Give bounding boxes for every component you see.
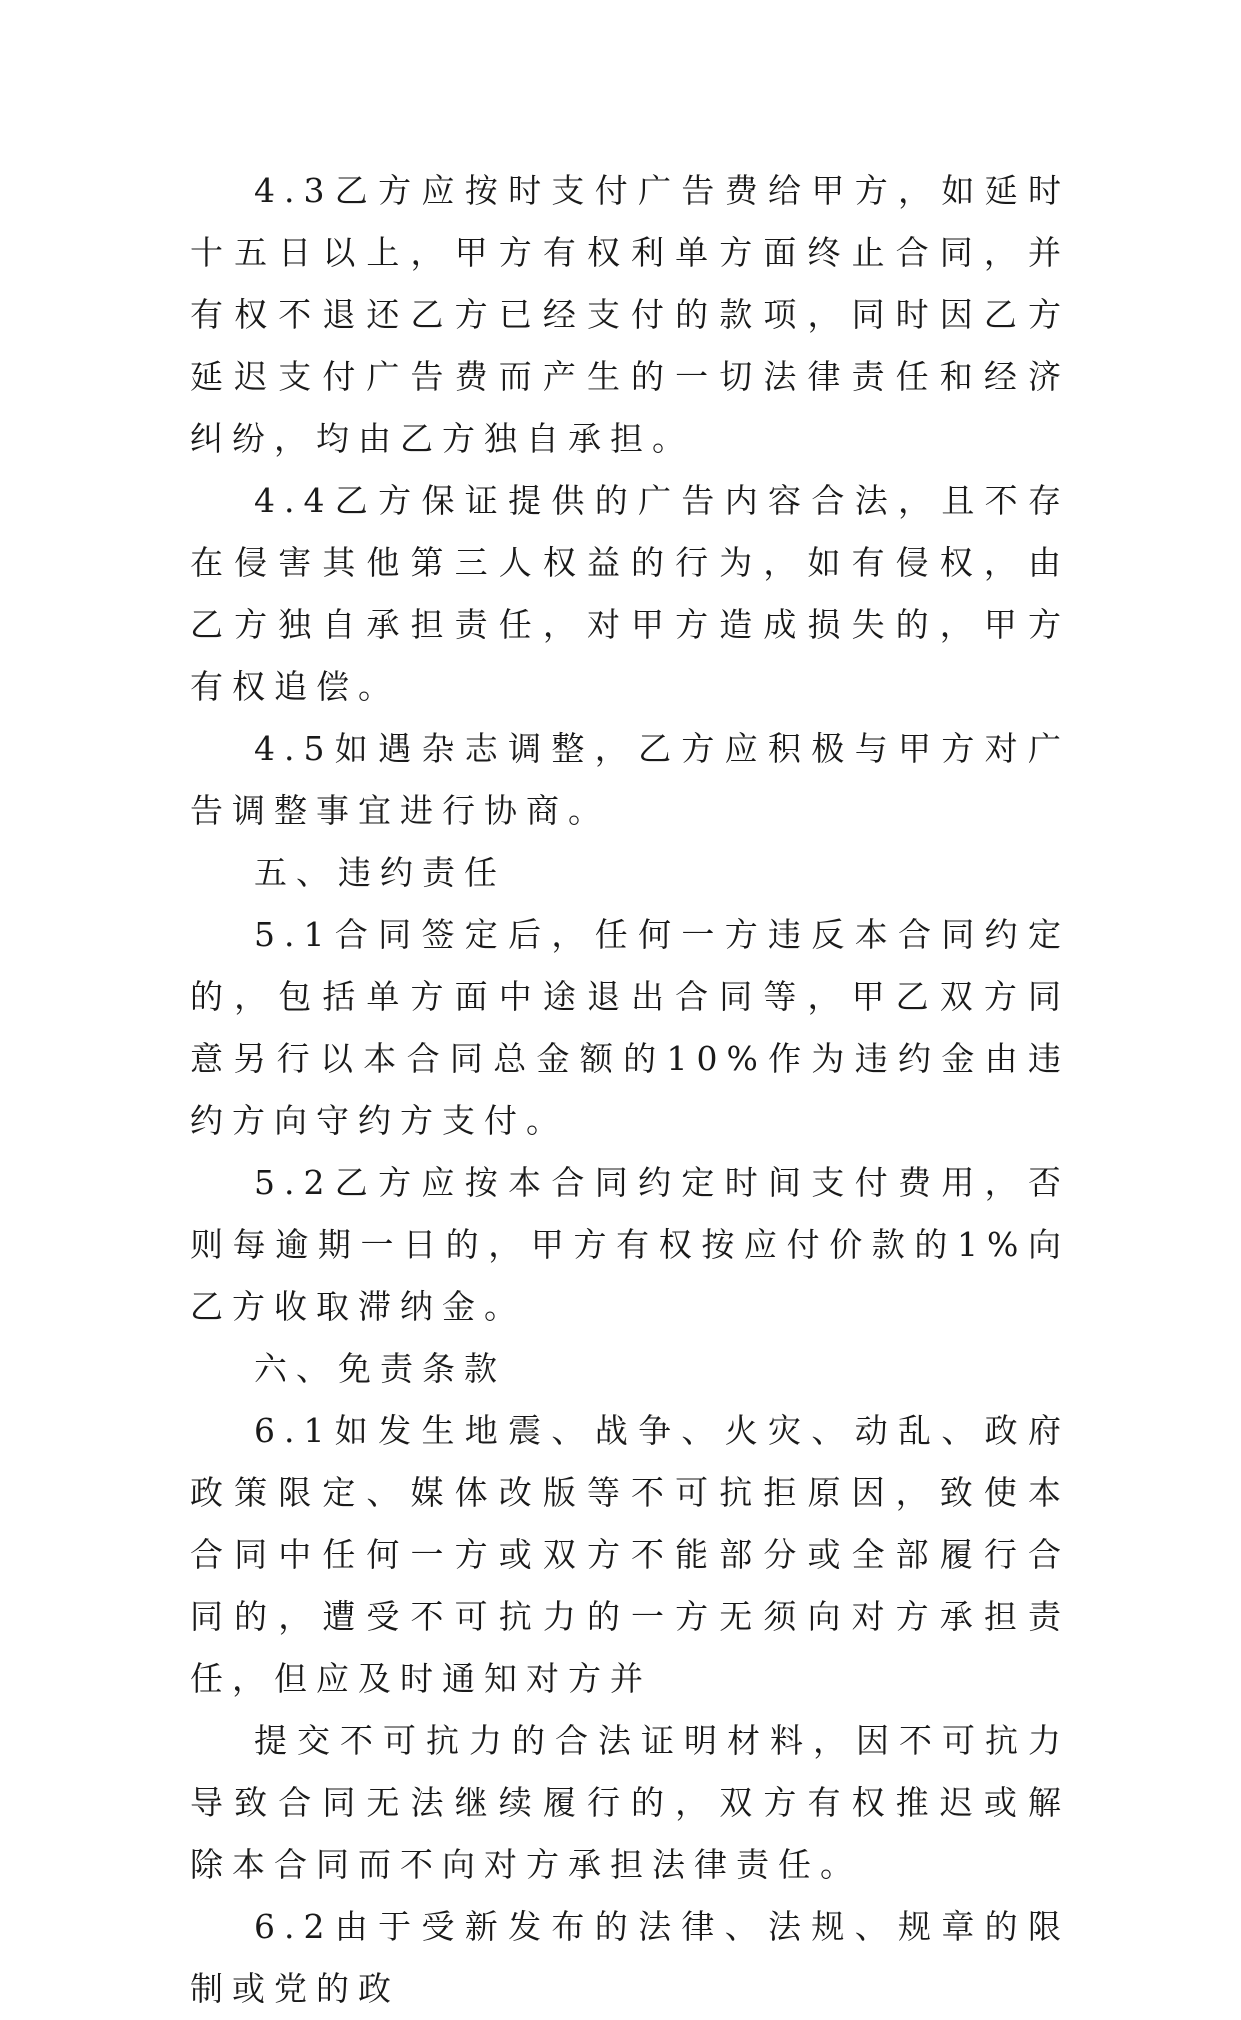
clause-6-2: 6.2由于受新发布的法律、法规、规章的限制或党的政: [190, 1907, 1070, 2008]
section-heading-exemption: 六、免责条款: [254, 1349, 506, 1388]
clause-5-2: 5.2乙方应按本合同约定时间支付费用，否则每逾期一日的，甲方有权按应付价款的1%向乙方收取滞纳金。: [190, 1163, 1070, 1326]
clause-4-3: 4.3乙方应按时支付广告费给甲方，如延时十五日以上，甲方有权利单方面终止合同，并有权不退还乙方已经支付的款项，同时因乙方延迟支付广告费而产生的一切法律责任和经济纠纷，均由乙方独自承担。: [190, 171, 1070, 458]
clause-4-5: 4.5如遇杂志调整，乙方应积极与甲方对广告调整事宜进行协商。: [190, 729, 1070, 830]
section-heading-breach: 五、违约责任: [254, 853, 506, 892]
clause-4-4: 4.4乙方保证提供的广告内容合法，且不存在侵害其他第三人权益的行为，如有侵权，由乙方独自承担责任，对甲方造成损失的，甲方有权追偿。: [190, 481, 1070, 706]
clause-6-1-continued: 提交不可抗力的合法证明材料，因不可抗力导致合同无法继续履行的，双方有权推迟或解除本合同而不向对方承担法律责任。: [190, 1721, 1070, 1884]
clause-5-1: 5.1合同签定后，任何一方违反本合同约定的，包括单方面中途退出合同等，甲乙双方同意另行以本合同总金额的10%作为违约金由违约方向守约方支付。: [190, 915, 1070, 1140]
contract-text: [190, 160, 1070, 2020]
clause-6-1: 6.1如发生地震、战争、火灾、动乱、政府政策限定、媒体改版等不可抗拒原因，致使本合同中任何一方或双方不能部分或全部履行合同的，遭受不可抗力的一方无须向对方承担责任，但应及时通知对方并: [190, 1411, 1070, 1698]
